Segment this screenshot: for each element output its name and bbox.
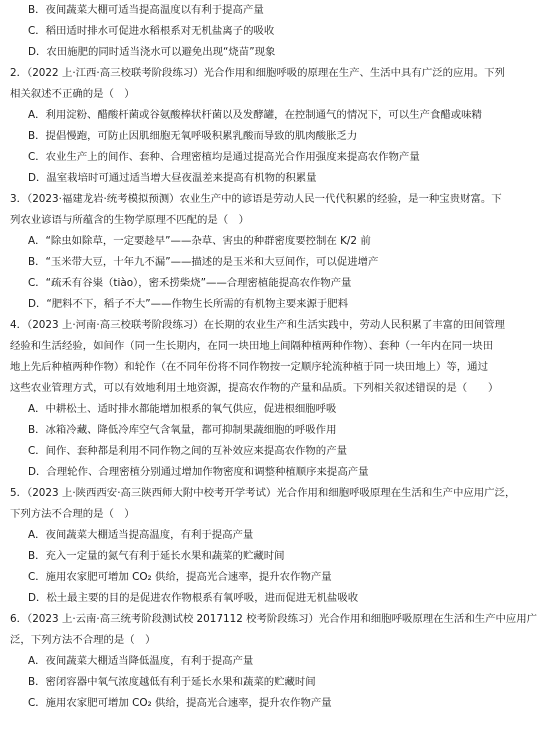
answer-option: C．间作、套种都是利用不同作物之间的互补效应来提高农作物的产量	[28, 445, 347, 457]
answer-option: D．温室栽培时可通过适当增大昼夜温差来提高有机物的积累量	[28, 172, 317, 184]
answer-option: B．“玉米带大豆，十年九不漏”——描述的是玉米和大豆间作，可以促进增产	[28, 256, 379, 268]
question-stem: 4．（2023 上·河南·高三校联考阶段练习）在长期的农业生产和生活实践中，劳动人民积累了丰富的田间管理	[10, 319, 505, 331]
answer-option: B．密闭容器中氧气浓度越低有利于延长水果和蔬菜的贮藏时间	[28, 676, 316, 688]
answer-option: A．夜间蔬菜大棚适当降低温度，有利于提高产量	[28, 655, 254, 667]
question-stem: 5．（2023 上·陕西西安·高三陕西师大附中校考开学考试）光合作用和细胞呼吸原理在生活和生产中应用广泛，	[10, 487, 516, 499]
answer-option: A．利用淀粉、醋酸杆菌或谷氨酸棒状杆菌以及发酵罐，在控制通气的情况下，可以生产食醋或味精	[28, 109, 482, 121]
answer-option: C．施用农家肥可增加 CO₂ 供给，提高光合速率，提升农作物产量	[28, 571, 332, 583]
question-stem: 6．（2023 上·云南·高三统考阶段测试校 2017112 校考阶段练习）光合作用和细胞呼吸原理在生活和生产中应用广	[10, 613, 538, 625]
question-stem: 3．（2023·福建龙岩·统考模拟预测）农业生产中的谚语是劳动人民一代代积累的经验，是一种宝贵财富。下	[10, 193, 502, 205]
answer-option: C．施用农家肥可增加 CO₂ 供给，提高光合速率，提升农作物产量	[28, 697, 332, 709]
question-stem: 2．（2022 上·江西·高三校联考阶段练习）光合作用和细胞呼吸的原理在生产、生活中具有广泛的应用。下列	[10, 67, 505, 79]
answer-option: B．冰箱冷藏、降低冷库空气含氧量，都可抑制果蔬细胞的呼吸作用	[28, 424, 337, 436]
answer-option: B．夜间蔬菜大棚可适当提高温度以有利于提高产量	[28, 4, 264, 16]
question-text-continued: 经验和生活经验，如间作（同一生长期内，在同一块田地上间隔种植两种作物）、套种（一年内在同一块田	[10, 340, 494, 352]
question-text-continued: 这些农业管理方式，可以有效地利用土地资源，提高农作物的产量和品质。下列相关叙述错误的是（ ）	[10, 382, 499, 394]
answer-option: D．“肥料不下，稻子不大”——作物生长所需的有机物主要来源于肥料	[28, 298, 349, 310]
question-text-continued: 泛，下列方法不合理的是（ ）	[10, 634, 156, 646]
question-text-continued: 相关叙述不正确的是（ ）	[10, 88, 135, 100]
answer-option: A．夜间蔬菜大棚适当提高温度，有利于提高产量	[28, 529, 254, 541]
answer-option: B．提倡慢跑，可防止因肌细胞无氧呼吸积累乳酸而导致的肌肉酸胀乏力	[28, 130, 358, 142]
answer-option: B．充入一定量的氮气有利于延长水果和蔬菜的贮藏时间	[28, 550, 285, 562]
answer-option: D．农田施肥的同时适当浇水可以避免出现“烧苗”现象	[28, 46, 276, 58]
answer-option: C．农业生产上的间作、套种、合理密植均是通过提高光合作用强度来提高农作物产量	[28, 151, 420, 163]
answer-option: A．“除虫如除草，一定要趁早”——杂草、害虫的种群密度要控制在 K/2 前	[28, 235, 371, 247]
answer-option: C．“疏禾有谷粜（tiào），密禾捞柴烧”——合理密植能提高农作物产量	[28, 277, 352, 289]
question-text-continued: 地上先后种植两种作物）和轮作（在不同年份将不同作物按一定顺序轮流种植于同一块田地上）等，通过	[10, 361, 488, 373]
answer-option: D．合理轮作、合理密植分别通过增加作物密度和调整种植顺序来提高产量	[28, 466, 369, 478]
answer-option: C．稻田适时排水可促进水稻根系对无机盐离子的吸收	[28, 25, 275, 37]
answer-option: A．中耕松土、适时排水都能增加根系的氧气供应，促进根细胞呼吸	[28, 403, 337, 415]
answer-option: D．松土最主要的目的是促进农作物根系有氧呼吸，进而促进无机盐吸收	[28, 592, 359, 604]
question-text-continued: 列农业谚语与所蕴含的生物学原理不匹配的是（ ）	[10, 214, 249, 226]
question-text-continued: 下列方法不合理的是（ ）	[10, 508, 135, 520]
